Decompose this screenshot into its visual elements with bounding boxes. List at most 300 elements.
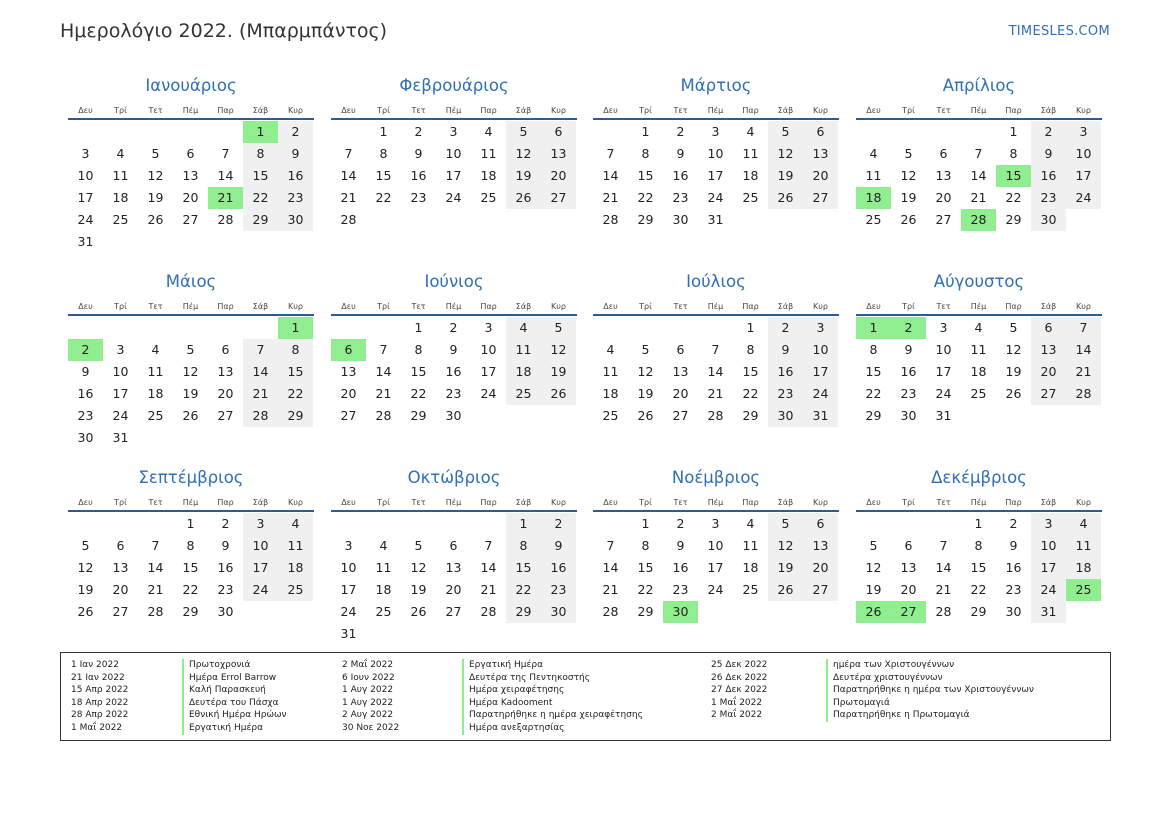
weekend-day-cell: 26 (768, 187, 803, 209)
day-cell: 27 (217, 408, 234, 423)
weekend-day-cell: 15 (278, 361, 313, 383)
empty-cell (366, 317, 401, 339)
day-cell: 11 (112, 168, 129, 183)
weekend-day-cell: 7 (243, 339, 278, 361)
weekday-label: Τετ (936, 106, 951, 115)
day-cell: 10 (445, 146, 462, 161)
month-block (593, 74, 839, 231)
day-cell: 27 (182, 212, 199, 227)
empty-cell (68, 121, 103, 143)
day-cell: 14 (217, 168, 234, 183)
weekday-label: Σάβ (777, 302, 794, 311)
day-cell: 8 (641, 538, 650, 553)
weekend-day-cell: 23 (278, 187, 313, 209)
day-cell: 28 (340, 212, 357, 227)
month-block (593, 270, 839, 427)
holiday-name: Καλή Παρασκευή (182, 684, 287, 697)
weekday-label: Δευ (866, 498, 881, 507)
weekday-label: Πέμ (970, 106, 987, 115)
holiday-name: Ημέρα Errol Barrow (182, 672, 287, 685)
day-cell: 15 (742, 364, 759, 379)
weekday-label: Τρί (114, 498, 127, 507)
day-cell: 8 (869, 342, 878, 357)
day-cell: 22 (375, 190, 392, 205)
weekend-day-cell: 12 (768, 535, 803, 557)
day-cell: 30 (672, 212, 689, 227)
day-cell: 19 (147, 190, 164, 205)
weekday-label: Τρί (114, 106, 127, 115)
holiday-name: Εθνική Ημέρα Ηρώων (182, 709, 287, 722)
empty-cell (891, 513, 926, 535)
day-cell: 9 (449, 342, 458, 357)
empty-cell (436, 513, 471, 535)
holiday-name: Παρατηρήθηκε η Πρωτομαγιά (826, 709, 1034, 722)
weekday-header (331, 104, 577, 120)
weekday-label: Δευ (603, 498, 618, 507)
day-cell: 17 (340, 582, 357, 597)
day-cell: 5 (414, 538, 423, 553)
weekend-day-cell: 9 (1031, 143, 1066, 165)
holiday-day-cell: 15 (996, 165, 1031, 187)
day-cell: 23 (672, 582, 689, 597)
weekend-day-cell: 29 (243, 209, 278, 231)
weekend-day-cell: 31 (803, 405, 838, 427)
day-cell: 3 (939, 320, 948, 335)
weekend-day-cell: 14 (243, 361, 278, 383)
day-cell: 30 (1005, 604, 1022, 619)
weekday-label: Δευ (603, 106, 618, 115)
weekday-label: Κυρ (1076, 302, 1091, 311)
legend-names-col-1 (182, 659, 287, 735)
month-name: Ιανουάριος (145, 76, 237, 95)
weekend-day-cell: 13 (803, 535, 838, 557)
day-cell: 9 (904, 342, 913, 357)
day-cell: 3 (484, 320, 493, 335)
weekday-label: Δευ (341, 106, 356, 115)
weekend-day-cell: 6 (803, 121, 838, 143)
weekday-label: Πέμ (970, 498, 987, 507)
weekday-header (331, 496, 577, 512)
day-cell: 14 (480, 560, 497, 575)
weekday-header (68, 496, 314, 512)
weekend-day-cell: 9 (278, 143, 313, 165)
weekend-day-cell: 26 (768, 579, 803, 601)
day-cell: 6 (676, 342, 685, 357)
page-title: Ημερολόγιο 2022. (Μπαρμπάντος) (60, 20, 388, 42)
day-cell: 15 (970, 560, 987, 575)
day-cell: 25 (742, 582, 759, 597)
holiday-name: Ημέρα ανεξαρτησίας (462, 722, 643, 735)
weekend-day-cell: 25 (506, 383, 541, 405)
day-cell: 5 (81, 538, 90, 553)
month-name: Σεπτέμβριος (138, 468, 244, 487)
weekend-day-cell: 2 (541, 513, 576, 535)
month-name: Μάρτιος (680, 76, 752, 95)
weekend-day-cell: 28 (1066, 383, 1101, 405)
holiday-day-cell: 28 (961, 209, 996, 231)
day-cell: 30 (77, 430, 94, 445)
day-cell: 6 (904, 538, 913, 553)
day-cell: 21 (602, 582, 619, 597)
day-cell: 17 (707, 168, 724, 183)
day-cell: 21 (480, 582, 497, 597)
day-cell: 18 (970, 364, 987, 379)
day-cell: 18 (480, 168, 497, 183)
empty-cell (138, 317, 173, 339)
weekend-day-cell: 29 (278, 405, 313, 427)
weekend-day-cell: 15 (243, 165, 278, 187)
legend-names-col-3 (826, 659, 1034, 722)
day-cell: 4 (484, 124, 493, 139)
weekday-header (856, 300, 1102, 316)
weekday-label: Κυρ (813, 106, 828, 115)
day-cell: 15 (637, 560, 654, 575)
day-cell: 26 (182, 408, 199, 423)
weekend-day-cell: 3 (1031, 513, 1066, 535)
day-cell: 20 (217, 386, 234, 401)
weekend-day-cell: 2 (1031, 121, 1066, 143)
month-name: Οκτώβριος (407, 468, 501, 487)
empty-cell (401, 513, 436, 535)
weekend-day-cell: 24 (1031, 579, 1066, 601)
weekend-day-cell: 18 (506, 361, 541, 383)
day-grid (593, 121, 838, 231)
day-cell: 29 (410, 408, 427, 423)
day-cell: 17 (445, 168, 462, 183)
day-cell: 24 (340, 604, 357, 619)
weekend-day-cell: 31 (1031, 601, 1066, 623)
day-cell: 17 (935, 364, 952, 379)
day-cell: 8 (186, 538, 195, 553)
day-cell: 12 (637, 364, 654, 379)
day-cell: 11 (147, 364, 164, 379)
legend-names-col-2 (462, 659, 643, 735)
weekday-label: Κυρ (288, 498, 303, 507)
day-cell: 17 (480, 364, 497, 379)
day-cell: 22 (637, 190, 654, 205)
day-cell: 13 (217, 364, 234, 379)
brand-link[interactable]: TIMESLES.COM (1008, 24, 1110, 39)
month-name: Ιούνιος (424, 272, 484, 291)
day-cell: 22 (637, 582, 654, 597)
weekday-label: Παρ (217, 106, 234, 115)
day-cell: 24 (935, 386, 952, 401)
day-cell: 27 (935, 212, 952, 227)
day-cell: 23 (410, 190, 427, 205)
weekend-day-cell: 26 (506, 187, 541, 209)
weekend-day-cell: 8 (278, 339, 313, 361)
weekend-day-cell: 12 (506, 143, 541, 165)
weekend-day-cell: 19 (768, 557, 803, 579)
day-cell: 4 (379, 538, 388, 553)
holiday-date: 18 Απρ 2022 (71, 697, 129, 708)
weekend-day-cell: 16 (768, 361, 803, 383)
day-cell: 25 (602, 408, 619, 423)
day-cell: 8 (1009, 146, 1018, 161)
day-cell: 23 (77, 408, 94, 423)
weekday-label: Δευ (866, 106, 881, 115)
day-cell: 24 (77, 212, 94, 227)
day-cell: 10 (340, 560, 357, 575)
weekend-day-cell: 3 (1066, 121, 1101, 143)
day-cell: 20 (935, 190, 952, 205)
weekend-day-cell: 16 (1031, 165, 1066, 187)
day-cell: 10 (707, 538, 724, 553)
day-cell: 27 (112, 604, 129, 619)
day-cell: 26 (637, 408, 654, 423)
day-cell: 1 (379, 124, 388, 139)
day-cell: 5 (641, 342, 650, 357)
holiday-day-cell: 1 (278, 317, 313, 339)
day-cell: 11 (602, 364, 619, 379)
weekday-label: Πέμ (182, 302, 199, 311)
weekday-label: Τρί (639, 498, 652, 507)
day-cell: 20 (340, 386, 357, 401)
day-cell: 9 (1009, 538, 1018, 553)
month-block (856, 74, 1102, 231)
empty-cell (138, 121, 173, 143)
empty-cell (593, 317, 628, 339)
weekday-label: Σάβ (1040, 106, 1057, 115)
weekday-label: Τρί (639, 106, 652, 115)
weekday-label: Τρί (902, 106, 915, 115)
day-cell: 22 (970, 582, 987, 597)
weekday-label: Δευ (866, 302, 881, 311)
day-cell: 12 (900, 168, 917, 183)
day-grid (856, 317, 1101, 427)
day-cell: 25 (147, 408, 164, 423)
day-cell: 31 (112, 430, 129, 445)
day-cell: 9 (221, 538, 230, 553)
weekday-label: Πέμ (182, 106, 199, 115)
weekend-day-cell: 20 (803, 165, 838, 187)
weekday-header (593, 300, 839, 316)
day-cell: 29 (637, 604, 654, 619)
empty-cell (331, 513, 366, 535)
weekend-day-cell: 24 (1066, 187, 1101, 209)
day-cell: 10 (112, 364, 129, 379)
weekday-label: Πέμ (445, 302, 462, 311)
day-cell: 31 (77, 234, 94, 249)
weekday-label: Τρί (114, 302, 127, 311)
day-cell: 4 (746, 516, 755, 531)
weekend-day-cell: 2 (768, 317, 803, 339)
weekend-day-cell: 4 (1066, 513, 1101, 535)
month-block (68, 270, 314, 449)
day-cell: 18 (742, 168, 759, 183)
day-cell: 8 (746, 342, 755, 357)
empty-cell (891, 121, 926, 143)
legend-dates-col-2 (342, 659, 399, 735)
day-cell: 13 (672, 364, 689, 379)
day-cell: 20 (672, 386, 689, 401)
day-cell: 7 (151, 538, 160, 553)
day-cell: 7 (606, 538, 615, 553)
day-cell: 30 (445, 408, 462, 423)
day-cell: 12 (865, 560, 882, 575)
day-cell: 21 (375, 386, 392, 401)
day-cell: 7 (484, 538, 493, 553)
weekend-day-cell: 30 (1031, 209, 1066, 231)
weekend-day-cell: 10 (1066, 143, 1101, 165)
day-cell: 1 (1009, 124, 1018, 139)
day-cell: 25 (865, 212, 882, 227)
day-cell: 13 (112, 560, 129, 575)
weekday-label: Δευ (341, 302, 356, 311)
day-cell: 5 (151, 146, 160, 161)
month-block (68, 466, 314, 623)
empty-cell (961, 121, 996, 143)
day-cell: 7 (379, 342, 388, 357)
weekend-day-cell: 24 (243, 579, 278, 601)
day-cell: 4 (974, 320, 983, 335)
weekday-header (856, 496, 1102, 512)
day-cell: 14 (602, 560, 619, 575)
empty-cell (331, 317, 366, 339)
day-cell: 16 (1005, 560, 1022, 575)
day-cell: 21 (602, 190, 619, 205)
day-cell: 1 (641, 516, 650, 531)
day-cell: 8 (974, 538, 983, 553)
month-name: Μάιος (165, 272, 217, 291)
day-cell: 3 (344, 538, 353, 553)
weekday-label: Σάβ (777, 106, 794, 115)
day-cell: 17 (707, 560, 724, 575)
weekend-day-cell: 12 (768, 143, 803, 165)
day-cell: 16 (217, 560, 234, 575)
month-name: Αύγουστος (933, 272, 1025, 291)
day-cell: 2 (449, 320, 458, 335)
weekday-header (856, 104, 1102, 120)
day-grid (856, 121, 1101, 231)
weekend-day-cell: 7 (1066, 317, 1101, 339)
day-cell: 29 (865, 408, 882, 423)
weekday-label: Τετ (936, 498, 951, 507)
weekend-day-cell: 22 (506, 579, 541, 601)
day-cell: 28 (935, 604, 952, 619)
weekday-label: Τετ (411, 498, 426, 507)
day-cell: 12 (77, 560, 94, 575)
day-cell: 20 (112, 582, 129, 597)
weekday-label: Δευ (78, 106, 93, 115)
weekend-day-cell: 26 (541, 383, 576, 405)
empty-cell (698, 317, 733, 339)
empty-cell (208, 121, 243, 143)
day-cell: 17 (112, 386, 129, 401)
weekday-label: Τετ (148, 106, 163, 115)
legend-dates-col-3 (711, 659, 767, 722)
weekday-label: Πέμ (707, 302, 724, 311)
weekday-label: Κυρ (551, 302, 566, 311)
empty-cell (926, 121, 961, 143)
day-cell: 29 (1005, 212, 1022, 227)
day-cell: 21 (340, 190, 357, 205)
month-block (593, 466, 839, 623)
day-grid (593, 513, 838, 623)
month-block (856, 466, 1102, 623)
weekday-label: Παρ (742, 106, 759, 115)
weekend-day-cell: 20 (803, 557, 838, 579)
weekend-day-cell: 2 (278, 121, 313, 143)
empty-cell (138, 513, 173, 535)
weekend-day-cell: 8 (506, 535, 541, 557)
weekday-label: Σάβ (252, 498, 269, 507)
day-cell: 25 (742, 190, 759, 205)
month-name: Δεκέμβριος (931, 468, 1027, 487)
weekday-label: Δευ (341, 498, 356, 507)
weekend-day-cell: 15 (506, 557, 541, 579)
day-cell: 6 (449, 538, 458, 553)
holiday-day-cell: 26 (856, 601, 891, 623)
day-cell: 14 (340, 168, 357, 183)
day-cell: 11 (375, 560, 392, 575)
day-cell: 18 (375, 582, 392, 597)
weekday-label: Κυρ (288, 106, 303, 115)
day-cell: 25 (970, 386, 987, 401)
holiday-day-cell: 18 (856, 187, 891, 209)
holiday-day-cell: 30 (663, 601, 698, 623)
weekend-day-cell: 30 (541, 601, 576, 623)
day-cell: 15 (375, 168, 392, 183)
day-cell: 7 (711, 342, 720, 357)
month-block (331, 270, 577, 427)
day-cell: 9 (81, 364, 90, 379)
empty-cell (926, 513, 961, 535)
holiday-date: 6 Ιουν 2022 (342, 672, 395, 683)
holiday-name: ημέρα των Χριστουγέννων (826, 659, 1034, 672)
day-cell: 23 (900, 386, 917, 401)
day-cell: 30 (217, 604, 234, 619)
holiday-name: Δευτέρα χριστουγέννων (826, 672, 1034, 685)
weekday-label: Κυρ (288, 302, 303, 311)
day-cell: 10 (480, 342, 497, 357)
day-cell: 7 (344, 146, 353, 161)
holiday-name: Εργατική Ημέρα (462, 659, 643, 672)
day-cell: 21 (970, 190, 987, 205)
day-cell: 21 (147, 582, 164, 597)
weekday-label: Τρί (377, 106, 390, 115)
day-cell: 12 (1005, 342, 1022, 357)
weekday-label: Τετ (936, 302, 951, 311)
weekend-day-cell: 13 (541, 143, 576, 165)
weekday-header (593, 496, 839, 512)
day-cell: 9 (676, 146, 685, 161)
weekend-day-cell: 27 (541, 187, 576, 209)
day-cell: 25 (112, 212, 129, 227)
empty-cell (103, 121, 138, 143)
holiday-date: 2 Μαΐ 2022 (342, 660, 394, 670)
weekend-day-cell: 23 (541, 579, 576, 601)
empty-cell (366, 513, 401, 535)
holiday-date: 1 Μαΐ 2022 (71, 722, 123, 733)
weekday-label: Τετ (673, 302, 688, 311)
month-name: Ιούλιος (686, 272, 746, 291)
weekend-day-cell: 29 (506, 601, 541, 623)
holiday-date: 30 Νοε 2022 (342, 722, 400, 733)
day-cell: 14 (970, 168, 987, 183)
day-cell: 22 (182, 582, 199, 597)
weekday-label: Τετ (411, 106, 426, 115)
day-cell: 1 (414, 320, 423, 335)
holiday-name: Πρωτομαγιά (826, 697, 1034, 710)
day-cell: 1 (974, 516, 983, 531)
weekday-label: Σάβ (515, 106, 532, 115)
day-cell: 28 (480, 604, 497, 619)
holiday-date: 27 Δεκ 2022 (711, 685, 768, 696)
day-cell: 21 (935, 582, 952, 597)
day-cell: 13 (445, 560, 462, 575)
holiday-day-cell: 6 (331, 339, 366, 361)
